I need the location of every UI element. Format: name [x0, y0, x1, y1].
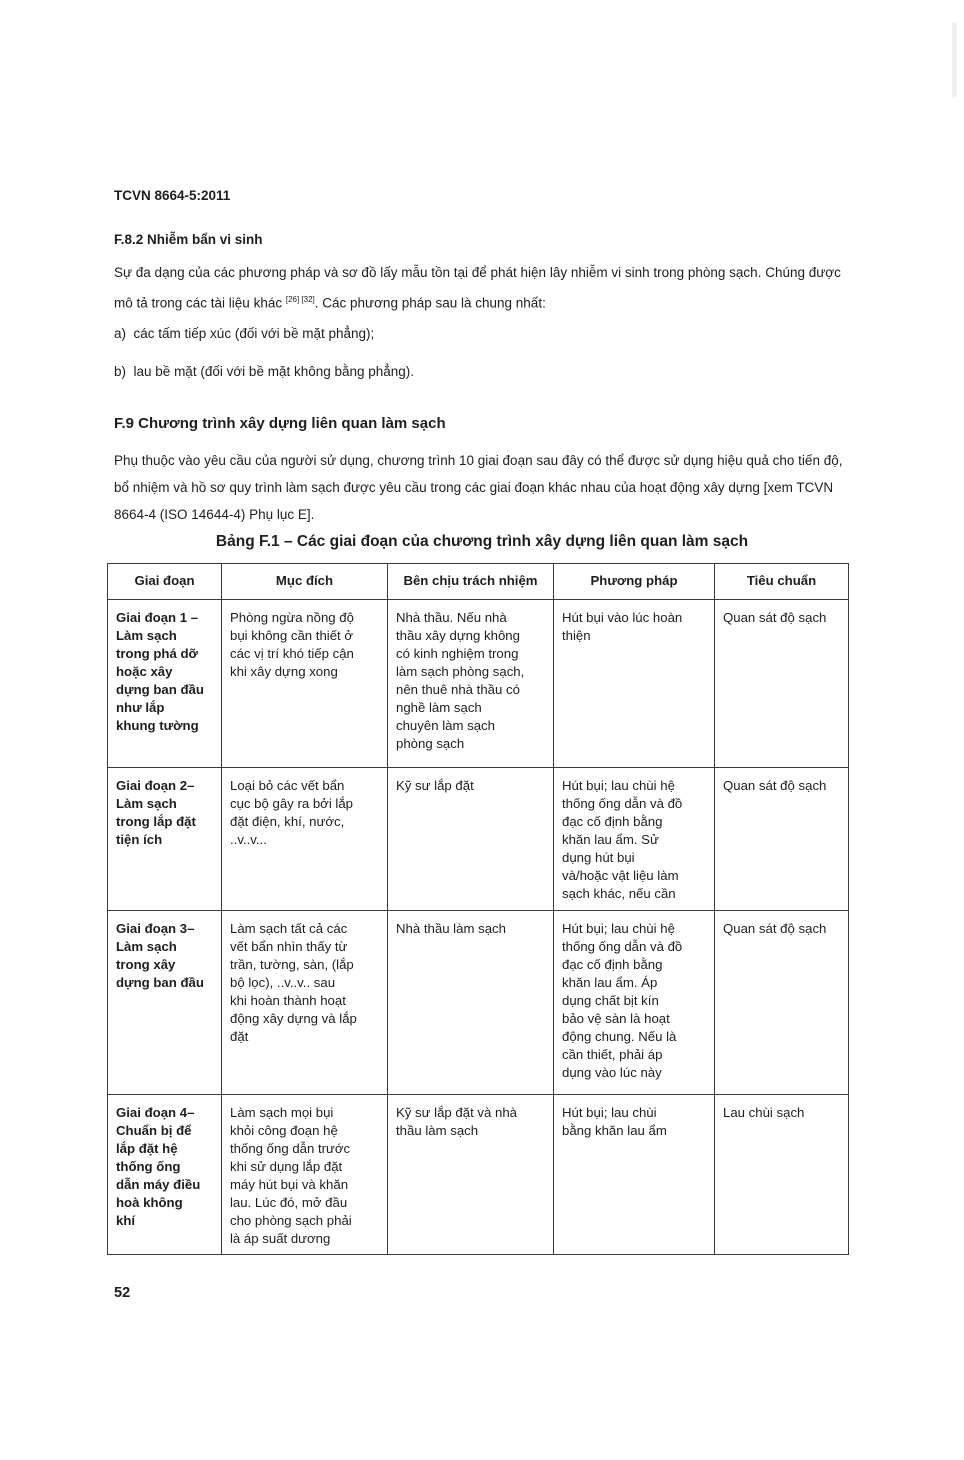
list-marker: b) [114, 364, 127, 379]
list-item [114, 326, 374, 341]
standard-code: TCVN 8664-5:2011 [114, 188, 231, 203]
section-f9-paragraph: Phụ thuộc vào yêu cầu của người sử dụng, chương trình 10 giai đoạn sau đây có thể được sử dụng hiệu quả cho tiến độ, bổ nhiệm và hồ sơ quy trình làm sạch được yêu cầu trong các giai đoạn khác nhau của hoạt động xây dựng [xem TCVN 8664-4 (ISO 14644-4) Phụ lục E]. [114, 453, 843, 522]
table-row [108, 600, 849, 768]
list-marker: a) [114, 326, 127, 341]
cell-purpose: Làm sạch mọi bụi khỏi công đoạn hệ thống ống dẫn trước khi sử dụng lắp đặt máy hút bụi và khăn lau. Lúc đó, mở đầu cho phòng sạch phải là áp suất dương [222, 1095, 388, 1255]
cell-method: Hút bụi; lau chùi bằng khăn lau ẩm [554, 1095, 715, 1255]
section-f82-paragraph [114, 259, 844, 317]
cell-method: Hút bụi; lau chùi hệ thống ống dẫn và đồ đạc cố định bằng khăn lau ẩm. Sử dụng hút bụi và/hoặc vật liệu làm sạch khác, nếu cần [554, 768, 715, 911]
cell-method: Hút bụi; lau chùi hệ thống ống dẫn và đồ đạc cố định bằng khăn lau ẩm. Áp dụng chất bịt kín bảo vệ sàn là hoạt động chung. Nếu là cần thiết, phải áp dụng vào lúc này [554, 911, 715, 1095]
section-heading-f9: F.9 Chương trình xây dựng liên quan làm sạch [114, 415, 446, 432]
table-caption: Bảng F.1 – Các giai đoạn của chương trình xây dựng liên quan làm sạch [215, 533, 749, 550]
cell-stage: Giai đoạn 4– Chuẩn bị để lắp đặt hệ thống ống dẫn máy điều hoà không khí [108, 1095, 222, 1255]
cell-purpose: Loại bỏ các vết bẩn cục bộ gây ra bởi lắp đặt điện, khí, nước, ..v..v... [222, 768, 388, 911]
table-row [108, 1095, 849, 1255]
scrollbar[interactable] [952, 22, 957, 97]
column-header: Tiêu chuẩn [715, 564, 849, 600]
reference-citation: [26] [32] [285, 295, 315, 304]
cell-criteria: Quan sát độ sạch [715, 768, 849, 911]
cell-criteria: Quan sát độ sạch [715, 600, 849, 768]
list-item [114, 364, 414, 379]
list-item-text: các tấm tiếp xúc (đối với bề mặt phẳng); [133, 326, 375, 341]
table-row [108, 911, 849, 1095]
column-header: Giai đoạn [108, 564, 222, 600]
column-header: Bên chịu trách nhiệm [388, 564, 554, 600]
cell-purpose: Phòng ngừa nồng độ bụi không cần thiết ở các vị trí khó tiếp cận khi xây dựng xong [222, 600, 388, 768]
cell-purpose: Làm sạch tất cả các vết bẩn nhìn thấy từ trần, tường, sàn, (lắp bộ lọc), ..v..v.. sau khi hoàn thành hoạt động xây dựng và lắp đặt [222, 911, 388, 1095]
list-item-text: lau bề mặt (đối với bề mặt không bằng phẳng). [133, 364, 415, 379]
cell-responsible: Nhà thầu làm sạch [388, 911, 554, 1095]
cell-responsible: Nhà thầu. Nếu nhà thầu xây dựng không có kinh nghiệm trong làm sạch phòng sạch, nên thuê nhà thầu có nghề làm sạch chuyên làm sạch phòng sạch [388, 600, 554, 768]
cell-method: Hút bụi vào lúc hoàn thiện [554, 600, 715, 768]
cell-responsible: Kỹ sư lắp đặt và nhà thầu làm sạch [388, 1095, 554, 1255]
column-header: Phương pháp [554, 564, 715, 600]
stages-table [107, 563, 849, 1255]
cell-stage: Giai đoạn 2– Làm sạch trong lắp đặt tiện ích [108, 768, 222, 911]
paragraph-text: Sự đa dạng của các phương pháp và sơ đồ lấy mẫu tồn tại để phát hiện lây nhiễm vi sinh trong phòng sạch. Chúng được mô tả trong các tài liệu khác [114, 265, 841, 311]
table-row [108, 768, 849, 911]
cell-criteria: Quan sát độ sạch [715, 911, 849, 1095]
cell-stage: Giai đoạn 3– Làm sạch trong xây dựng ban đầu [108, 911, 222, 1095]
paragraph-text-tail: . Các phương pháp sau là chung nhất: [314, 295, 546, 311]
cell-criteria: Lau chùi sạch [715, 1095, 849, 1255]
cell-stage: Giai đoạn 1 – Làm sạch trong phá dỡ hoặc xây dựng ban đầu như lắp khung tường [108, 600, 222, 768]
page-number: 52 [114, 1285, 131, 1301]
section-heading-f82: F.8.2 Nhiễm bẩn vi sinh [114, 232, 263, 247]
cell-responsible: Kỹ sư lắp đặt [388, 768, 554, 911]
column-header: Mục đích [222, 564, 388, 600]
table-header-row [108, 564, 849, 600]
